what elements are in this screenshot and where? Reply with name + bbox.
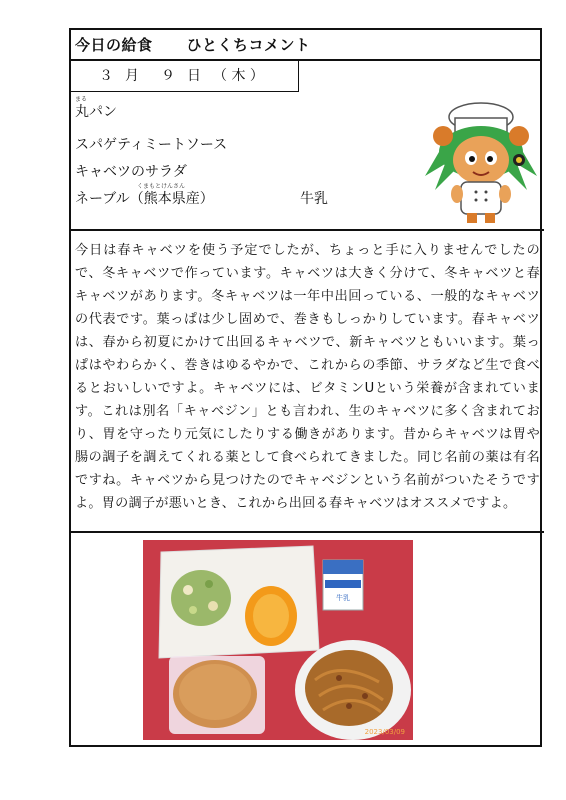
menu-item-label: 丸パン xyxy=(75,104,117,120)
lunch-photo xyxy=(143,540,413,740)
date-month: ３ xyxy=(99,68,113,84)
menu-item-salad xyxy=(75,161,187,181)
date-day: ９ xyxy=(161,68,175,84)
milk-label: 牛乳 xyxy=(336,594,350,602)
menu-item-spaghetti xyxy=(75,134,227,154)
page-subtitle: ひとくちコメント xyxy=(186,36,311,54)
date-weekday: （ 木 ） xyxy=(213,68,264,84)
date-day-unit: 日 xyxy=(187,68,201,84)
menu-item-bread xyxy=(75,96,117,121)
menu-item-milk xyxy=(300,188,328,208)
page-title: 今日の給食 xyxy=(75,36,153,54)
menu-item-label: スパゲティミートソース xyxy=(75,137,228,153)
comment-text: 今日は春キャベツを使う予定でしたが、ちょっと手に入りませんでしたので、冬キャベツで作っています。キャベツは大きく分けて、冬キャベツと春キャベツがあります。冬キャベツは一年中出回っている、一般的なキャベツの代表です。葉っぱは少し固めで、巻きもしっかりしています。春キャベツは、春から初夏にかけて出回るキャベツで、新キャベツともいいます。葉っぱはやわらかく、巻きはゆるやかで、これからの季節、サラダなど生で食べるとおいしいですよ。キャベツには、ビタミンUという栄養が含まれています。これは別名「キャベジン」とも言われ、生のキャベツに多く含まれており、胃を守ったり元気にしたりする働きがあります。昔からキャベツは胃や腸の調子を調えてくれる薬として食べられてきました。同じ名前の薬は有名ですね。キャベツから見つけたのでキャベジンという名前がついたそうですよ。胃の調子が悪いとき、これから出回る春キャベツはオススメですよ。 xyxy=(71,231,544,533)
photo-timestamp: 2023/03/09 xyxy=(364,728,405,736)
title-row xyxy=(71,30,540,61)
menu-sheet xyxy=(69,28,542,747)
menu-item-label: ネーブル（熊本県産） xyxy=(75,191,214,207)
menu-item-orange xyxy=(75,183,214,208)
date-row xyxy=(71,61,299,92)
menu-item-label: 牛乳 xyxy=(300,191,328,207)
menu-item-label: キャベツのサラダ xyxy=(75,164,187,180)
mascot-illustration xyxy=(421,100,539,228)
date-month-unit: 月 xyxy=(125,68,139,84)
menu-area xyxy=(71,92,544,231)
menu-item-ruby: まる xyxy=(75,96,88,103)
menu-item-ruby: くまもとけんさん xyxy=(137,183,186,190)
